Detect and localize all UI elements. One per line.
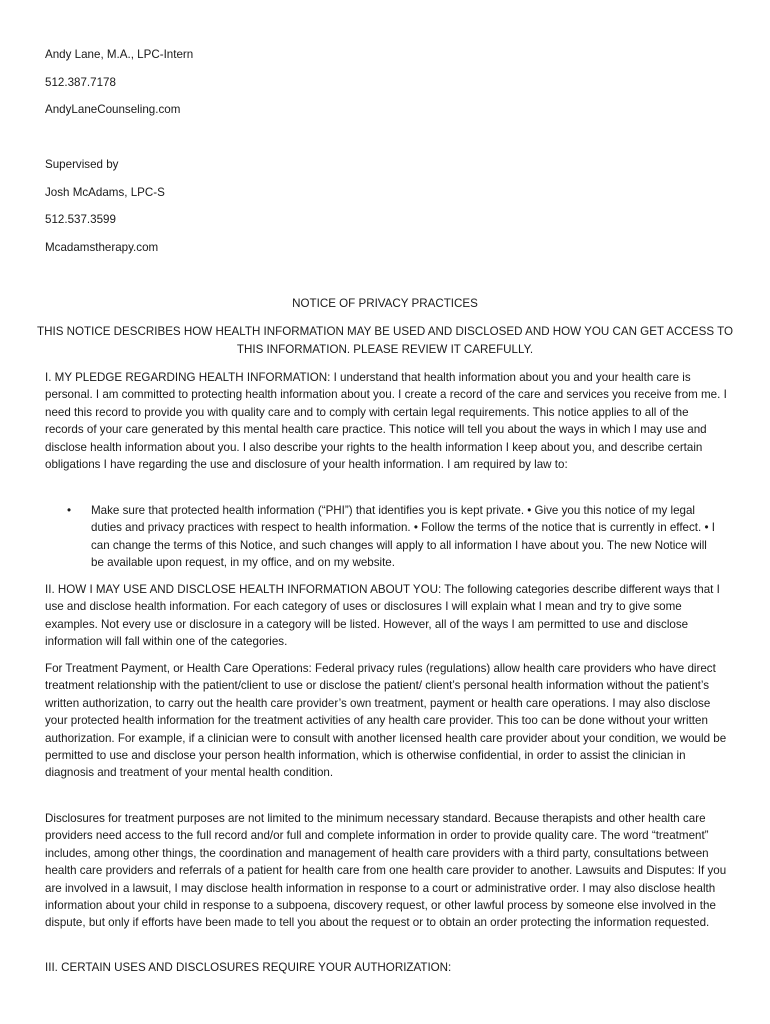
notice-subtitle-line1: THIS NOTICE DESCRIBES HOW HEALTH INFORMATION MAY BE USED AND DISCLOSED AND HOW YOU CAN GET ACCESS TO xyxy=(37,325,733,338)
authorization-heading: III. CERTAIN USES AND DISCLOSURES REQUIRE YOUR AUTHORIZATION: xyxy=(45,961,452,974)
treatment-paragraph: For Treatment Payment, or Health Care Operations: Federal privacy rules (regulations) allow health care providers who have direct treatment relationship with the patient/client to use or disclose the patient/ client’s personal health information without the patient’s written authorization, to carry out the health care provider’s own treatment, payment or health care operations. I may also disclose your protected health information for the treatment activities of any health care provider. This too can be done without your written authorization. For example, if a clinician were to consult with another licensed health care provider about your condition, we would be permitted to use and disclose your person health information, which is otherwise confidential, in order to assist the clinician in diagnosis and treatment of your mental health condition. xyxy=(45,662,727,780)
notice-subtitle-line2: THIS INFORMATION. PLEASE REVIEW IT CAREFULLY. xyxy=(236,343,534,356)
author-website: AndyLaneCounseling.com xyxy=(45,103,181,116)
author-phone: 512.387.7178 xyxy=(45,76,116,89)
pledge-paragraph: I. MY PLEDGE REGARDING HEALTH INFORMATION: I understand that health information about you and your health care is personal. I am committed to protecting health information about you. I create a record of the care and services you receive from me. I need this record to provide you with quality care and to comply with certain legal requirements. This notice applies to all of the records of your care generated by this mental health care practice. This notice will tell you about the ways in which I may use and disclose health information about you. I also describe your rights to the health information I keep about you, and describe certain obligations I have regarding the use and disclosure of your health information. I am required by law to: xyxy=(45,371,727,472)
supervisor-website: Mcadamstherapy.com xyxy=(45,241,159,254)
disclosures-paragraph: Disclosures for treatment purposes are not limited to the minimum necessary standard. Because therapists and other health care providers need access to the full record and/or full and complete information in order to provide quality care. The word “treatment” includes, among other things, the coordination and management of health care providers with a third party, consultations between health care providers and referrals of a patient for health care from one health care provider to another. Lawsuits and Disputes: If you are involved in a lawsuit, I may disclose health information in response to a court or administrative order. I may also disclose health information about your child in response to a subpoena, discovery request, or other lawful process by someone else involved in the dispute, but only if efforts have been made to tell you about the request or to obtain an order protecting the information requested. xyxy=(45,812,727,930)
how-use-paragraph: II. HOW I MAY USE AND DISCLOSE HEALTH INFORMATION ABOUT YOU: The following categories describe different ways that I use and disclose health information. For each category of uses or disclosures I will explain what I mean and try to give some examples. Not every use or disclosure in a category will be listed. However, all of the ways I am permitted to use and disclose information will fall within one of the categories. xyxy=(45,583,720,649)
bullet-icon: • xyxy=(67,504,72,517)
author-name: Andy Lane, M.A., LPC-Intern xyxy=(45,48,194,61)
supervised-by-label: Supervised by xyxy=(45,158,119,171)
obligations-text: Make sure that protected health information (“PHI”) that identifies you is kept private. • Give you this notice of my legal duties and privacy practices with respect to health information. • Follow the terms of the notice that is currently in effect. • I can change the terms of this Notice, and such changes will apply to all information I have about you. The new Notice will be available upon request, in my office, and on my website. xyxy=(91,504,715,570)
supervisor-name: Josh McAdams, LPC-S xyxy=(45,186,165,199)
notice-title: NOTICE OF PRIVACY PRACTICES xyxy=(292,297,478,310)
supervisor-phone: 512.537.3599 xyxy=(45,213,116,226)
